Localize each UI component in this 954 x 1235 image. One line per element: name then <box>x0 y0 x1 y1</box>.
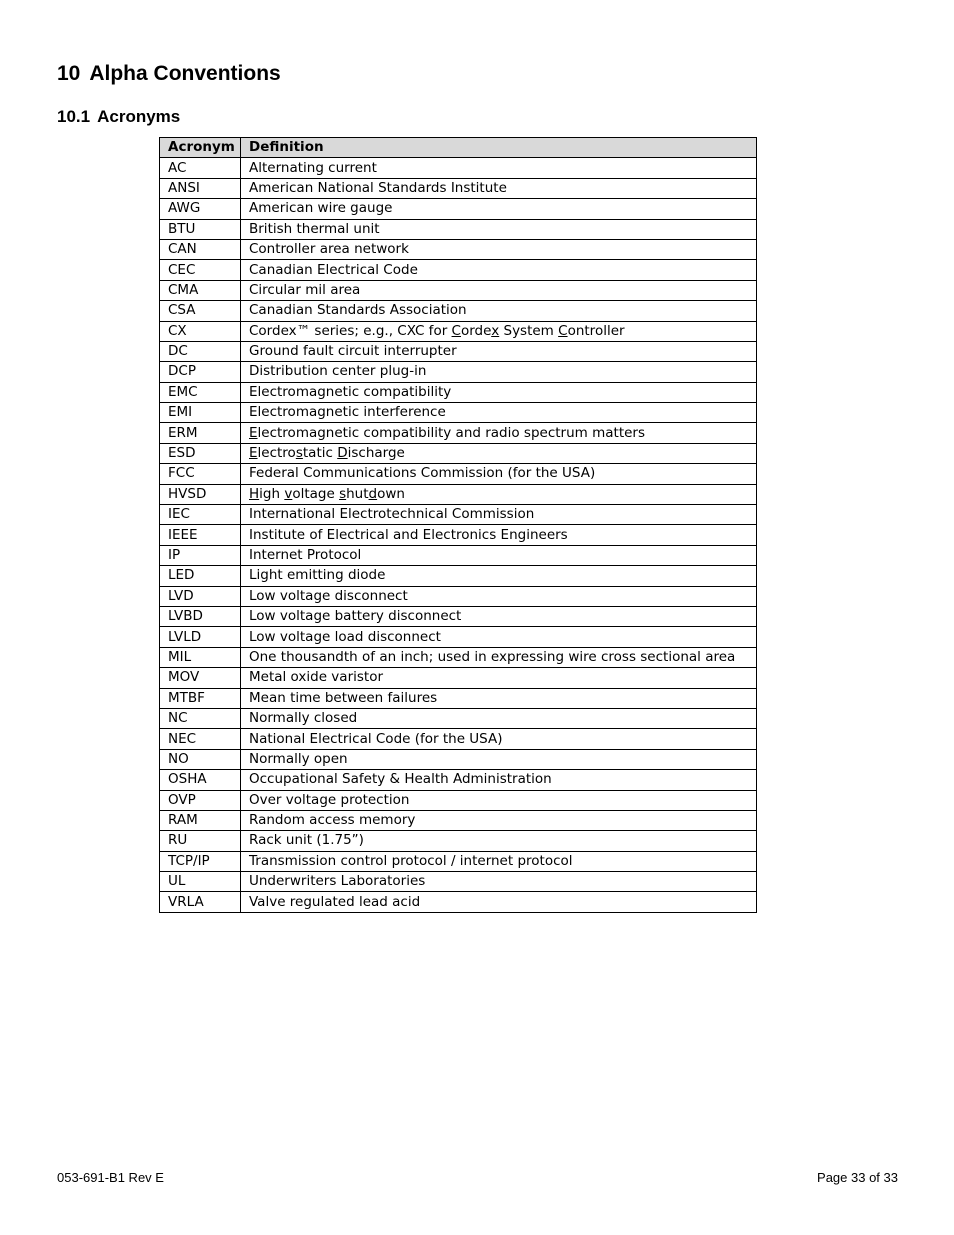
definition-text: Distribution center plug-in <box>249 363 427 380</box>
table-row <box>160 321 757 341</box>
definition-text: Underwriters Laboratories <box>249 873 426 890</box>
definition-cell <box>241 199 757 219</box>
definition-text: System <box>499 322 559 339</box>
definition-text: Canadian Standards Association <box>249 302 467 319</box>
acronym-cell: AC <box>160 158 241 178</box>
footer-page-number: Page 33 of 33 <box>817 1170 898 1185</box>
table-row <box>160 484 757 504</box>
acronym-cell: IEEE <box>160 525 241 545</box>
acronym-cell: MIL <box>160 647 241 667</box>
definition-cell <box>241 892 757 912</box>
definition-underlined-letters: E <box>249 445 258 462</box>
table-row <box>160 341 757 361</box>
table-row <box>160 810 757 830</box>
column-header-acronym: Acronym <box>160 138 241 158</box>
table-row <box>160 729 757 749</box>
table-row <box>160 831 757 851</box>
definition-cell <box>241 770 757 790</box>
table-row <box>160 872 757 892</box>
table-row <box>160 851 757 871</box>
table-row <box>160 749 757 769</box>
definition-text: orde <box>460 322 492 339</box>
definition-underlined-letters: D <box>337 445 348 462</box>
acronyms-table-body <box>160 158 757 912</box>
acronym-cell: LVLD <box>160 627 241 647</box>
definition-text: Mean time between failures <box>249 689 438 706</box>
definition-cell <box>241 851 757 871</box>
table-row <box>160 362 757 382</box>
definition-text: lectromagnetic compatibility and radio spectrum matters <box>257 424 645 441</box>
definition-cell <box>241 708 757 728</box>
definition-cell <box>241 321 757 341</box>
definition-cell <box>241 464 757 484</box>
definition-cell <box>241 505 757 525</box>
definition-cell <box>241 484 757 504</box>
acronym-cell: RAM <box>160 810 241 830</box>
definition-text: oltage <box>292 485 340 502</box>
definition-cell <box>241 545 757 565</box>
definition-text: Occupational Safety & Health Administration <box>249 771 552 788</box>
definition-text: lectro <box>257 445 296 462</box>
acronym-cell: CAN <box>160 239 241 259</box>
definition-text: ischarge <box>347 445 405 462</box>
definition-cell <box>241 301 757 321</box>
acronym-cell: IP <box>160 545 241 565</box>
acronym-cell: RU <box>160 831 241 851</box>
definition-text: Internet Protocol <box>249 547 362 563</box>
table-row <box>160 525 757 545</box>
definition-text: American wire gauge <box>249 200 393 217</box>
definition-text: Valve regulated lead acid <box>249 893 421 910</box>
definition-text: igh <box>259 485 285 502</box>
acronym-cell: CSA <box>160 301 241 321</box>
acronym-cell: ERM <box>160 423 241 443</box>
acronym-cell: MOV <box>160 668 241 688</box>
definition-cell <box>241 586 757 606</box>
acronym-cell: UL <box>160 872 241 892</box>
definition-text: Electromagnetic compatibility <box>249 383 452 400</box>
definition-cell <box>241 382 757 402</box>
definition-cell <box>241 668 757 688</box>
definition-cell <box>241 566 757 586</box>
acronym-cell: AWG <box>160 199 241 219</box>
acronym-cell: DC <box>160 341 241 361</box>
definition-cell <box>241 525 757 545</box>
definition-cell <box>241 178 757 198</box>
definition-cell <box>241 627 757 647</box>
definition-cell <box>241 341 757 361</box>
definition-cell <box>241 647 757 667</box>
definition-cell <box>241 403 757 423</box>
column-header-definition: Definition <box>241 138 757 158</box>
definition-cell <box>241 872 757 892</box>
table-row <box>160 790 757 810</box>
definition-cell <box>241 423 757 443</box>
acronym-cell: FCC <box>160 464 241 484</box>
definition-cell <box>241 443 757 463</box>
table-row <box>160 586 757 606</box>
definition-text: Alternating current <box>249 159 377 176</box>
definition-text: Low voltage load disconnect <box>249 628 441 645</box>
definition-underlined-letters: x <box>491 322 500 339</box>
acronym-cell: OSHA <box>160 770 241 790</box>
table-row <box>160 606 757 626</box>
definition-text: Controller area network <box>249 241 409 258</box>
acronym-cell: CX <box>160 321 241 341</box>
section-heading <box>57 105 180 129</box>
table-row <box>160 668 757 688</box>
heading-title: Alpha Conventions <box>89 62 281 85</box>
definition-text: ontroller <box>567 322 625 339</box>
definition-cell <box>241 606 757 626</box>
table-row <box>160 545 757 565</box>
definition-text: Transmission control protocol / internet protocol <box>249 852 573 869</box>
acronym-cell: ESD <box>160 443 241 463</box>
definition-cell <box>241 810 757 830</box>
definition-text: Normally open <box>249 750 348 767</box>
definition-cell <box>241 790 757 810</box>
table-row <box>160 301 757 321</box>
definition-text: Electromagnetic interference <box>249 404 446 421</box>
table-row <box>160 260 757 280</box>
definition-cell <box>241 219 757 239</box>
acronym-cell: EMI <box>160 403 241 423</box>
table-row <box>160 280 757 300</box>
table-row <box>160 688 757 708</box>
acronym-cell: LVD <box>160 586 241 606</box>
table-row <box>160 566 757 586</box>
definition-text: One thousandth of an inch; used in expressing wire cross sectional area <box>249 648 736 665</box>
table-row <box>160 158 757 178</box>
definition-text: hut <box>346 485 369 502</box>
definition-cell <box>241 260 757 280</box>
acronym-cell: MTBF <box>160 688 241 708</box>
acronym-cell: TCP/IP <box>160 851 241 871</box>
table-row <box>160 647 757 667</box>
definition-cell <box>241 831 757 851</box>
definition-cell <box>241 158 757 178</box>
table-row <box>160 505 757 525</box>
section-title: Acronyms <box>97 107 181 126</box>
definition-cell <box>241 362 757 382</box>
definition-cell <box>241 280 757 300</box>
acronym-cell: DCP <box>160 362 241 382</box>
definition-text: Circular mil area <box>249 281 361 298</box>
definition-text: Rack unit (1.75”) <box>249 832 364 849</box>
definition-underlined-letters: E <box>249 424 258 441</box>
definition-text: Ground fault circuit interrupter <box>249 343 457 360</box>
heading-number: 10 <box>57 62 81 85</box>
definition-text: Random access memory <box>249 812 416 829</box>
definition-text: tatic <box>302 445 338 462</box>
definition-cell <box>241 749 757 769</box>
definition-text: Low voltage battery disconnect <box>249 608 462 625</box>
table-row <box>160 423 757 443</box>
definition-underlined-letters: v <box>284 485 293 502</box>
definition-text: International Electrotechnical Commission <box>249 506 535 523</box>
acronym-cell: LED <box>160 566 241 586</box>
definition-underlined-letters: C <box>451 322 461 339</box>
acronym-cell: ANSI <box>160 178 241 198</box>
definition-text: own <box>377 485 405 502</box>
definition-cell <box>241 239 757 259</box>
definition-underlined-letters: C <box>558 322 568 339</box>
table-row <box>160 403 757 423</box>
definition-text: Light emitting diode <box>249 567 386 584</box>
acronym-cell: NC <box>160 708 241 728</box>
definition-text: Federal Communications Commission (for the USA) <box>249 465 596 482</box>
acronym-cell: HVSD <box>160 484 241 504</box>
acronym-cell: IEC <box>160 505 241 525</box>
acronym-cell: CEC <box>160 260 241 280</box>
table-row <box>160 770 757 790</box>
definition-cell <box>241 688 757 708</box>
definition-text: Normally closed <box>249 710 358 727</box>
acronym-cell: EMC <box>160 382 241 402</box>
table-row <box>160 892 757 912</box>
footer-doc-number: 053-691-B1 Rev E <box>57 1170 164 1185</box>
table-row <box>160 708 757 728</box>
acronym-cell: VRLA <box>160 892 241 912</box>
acronym-cell: NEC <box>160 729 241 749</box>
definition-underlined-letters: d <box>368 485 378 502</box>
table-row <box>160 443 757 463</box>
acronym-cell: BTU <box>160 219 241 239</box>
table-row <box>160 382 757 402</box>
definition-underlined-letters: H <box>249 485 260 502</box>
definition-underlined-letters: s <box>295 445 303 462</box>
table-row <box>160 627 757 647</box>
definition-text: National Electrical Code (for the USA) <box>249 730 503 747</box>
acronyms-table <box>159 137 757 913</box>
acronym-cell: NO <box>160 749 241 769</box>
definition-text: British thermal unit <box>249 220 380 237</box>
definition-text: American National Standards Institute <box>249 179 507 196</box>
definition-text: Canadian Electrical Code <box>249 261 418 278</box>
definition-underlined-letters: s <box>339 485 347 502</box>
acronym-cell: LVBD <box>160 606 241 626</box>
definition-text: Metal oxide varistor <box>249 669 384 686</box>
table-row <box>160 178 757 198</box>
table-row <box>160 219 757 239</box>
definition-text: Cordex™ series; e.g., CXC for <box>249 322 452 339</box>
table-row <box>160 199 757 219</box>
table-row <box>160 239 757 259</box>
acronym-cell: CMA <box>160 280 241 300</box>
definition-text: Institute of Electrical and Electronics Engineers <box>249 526 568 543</box>
table-row <box>160 464 757 484</box>
acronym-cell: OVP <box>160 790 241 810</box>
page-heading <box>57 60 281 88</box>
definition-cell <box>241 729 757 749</box>
definition-text: Over voltage protection <box>249 791 410 808</box>
table-header-row <box>160 138 757 158</box>
section-number: 10.1 <box>57 107 91 126</box>
definition-text: Low voltage disconnect <box>249 587 408 604</box>
